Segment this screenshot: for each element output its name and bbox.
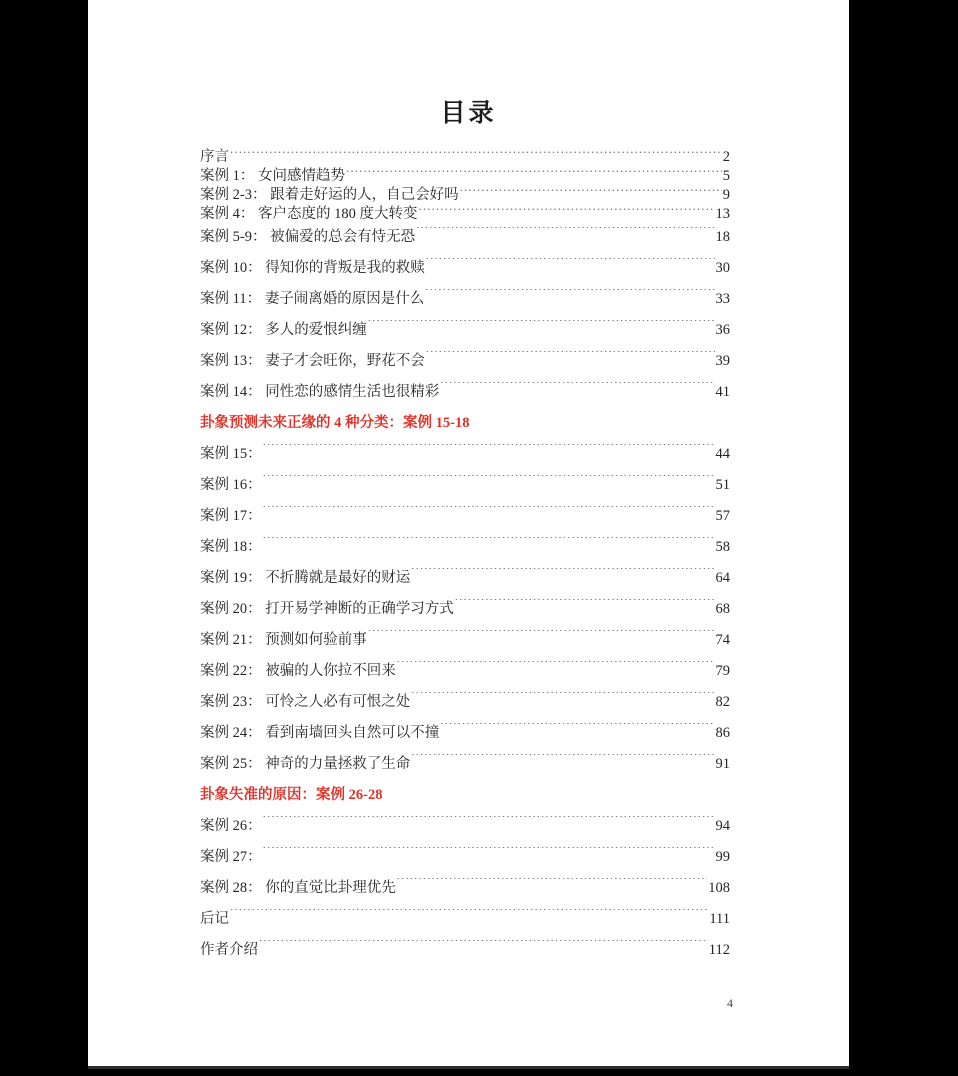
toc-entry-page-number: 39 — [715, 353, 730, 369]
toc-dot-leader — [263, 537, 715, 552]
toc-entry-label: 案例 4： 客户态度的 180 度大转变 — [200, 205, 418, 222]
toc-dot-leader — [263, 444, 715, 459]
toc-section-heading: 卦象失准的原因：案例 26-28 — [200, 787, 383, 803]
toc-entry-label: 作者介绍 — [200, 942, 258, 958]
toc-entry[interactable] — [200, 203, 730, 222]
toc-entry-page-number: 51 — [715, 477, 730, 493]
toc-entry[interactable] — [200, 184, 730, 203]
toc-entry[interactable] — [200, 625, 730, 656]
toc-entry-label: 案例 11： 妻子闹离婚的原因是什么 — [200, 291, 425, 307]
toc-entry-page-number: 41 — [715, 384, 730, 400]
toc-entry[interactable] — [200, 439, 730, 470]
toc-entry[interactable] — [200, 935, 730, 966]
toc-entry[interactable] — [200, 687, 730, 718]
toc-entry-page-number: 79 — [715, 663, 730, 679]
toc-entry-label: 案例 26： — [200, 818, 262, 834]
toc-dot-leader — [455, 599, 715, 614]
toc-entry[interactable] — [200, 749, 730, 780]
toc-entry-label: 案例 28： 你的直觉比卦理优先 — [200, 880, 396, 896]
toc-dot-leader — [416, 227, 714, 242]
toc-entry-label: 案例 10： 得知你的背叛是我的救赎 — [200, 260, 425, 276]
toc-dot-leader — [368, 630, 715, 645]
page-content — [88, 0, 849, 1069]
toc-entry[interactable] — [200, 904, 730, 935]
toc-entry-page-number: 44 — [715, 446, 730, 462]
toc-entry-page-number: 91 — [715, 756, 730, 772]
toc-dot-leader — [263, 475, 715, 490]
toc-entry-label: 案例 19： 不折腾就是最好的财运 — [200, 570, 411, 586]
toc-dot-leader — [419, 203, 715, 218]
toc-entry-label: 案例 13： 妻子才会旺你，野花不会 — [200, 353, 425, 369]
toc-entry-label: 案例 23： 可怜之人必有可恨之处 — [200, 694, 411, 710]
toc-dot-leader — [411, 692, 714, 707]
toc-entry-label: 案例 12： 多人的爱恨纠缠 — [200, 322, 367, 338]
toc-entry-page-number: 9 — [722, 186, 730, 203]
toc-entry-page-number: 108 — [708, 880, 730, 896]
toc-entry-page-number: 33 — [715, 291, 730, 307]
toc-entry[interactable] — [200, 563, 730, 594]
page-title: 目录 — [440, 100, 497, 127]
toc-entry-label: 案例 2-3： 跟着走好运的人，自己会好吗 — [200, 186, 459, 203]
toc-entry-page-number: 2 — [722, 148, 730, 165]
toc-entry[interactable] — [200, 165, 730, 184]
toc-entry-label: 后记 — [200, 911, 229, 927]
toc-entry-page-number: 82 — [715, 694, 730, 710]
page-number-folio: 4 — [727, 996, 733, 1010]
toc-dot-leader — [426, 351, 715, 366]
toc-entry-page-number: 86 — [715, 725, 730, 741]
toc-entry[interactable] — [200, 146, 730, 165]
toc-dot-leader — [346, 165, 722, 180]
toc-entry[interactable] — [200, 222, 730, 253]
toc-entry[interactable] — [200, 377, 730, 408]
toc-entry[interactable] — [200, 470, 730, 501]
toc-entry-label: 序言 — [200, 148, 229, 165]
toc-entry-page-number: 30 — [715, 260, 730, 276]
toc-dot-leader — [263, 506, 715, 521]
toc-entry-label: 案例 21： 预测如何验前事 — [200, 632, 367, 648]
toc-dot-leader — [230, 146, 722, 161]
toc-entry-label: 案例 27： — [200, 849, 262, 865]
toc-entry-page-number: 5 — [722, 167, 730, 184]
toc-entry-label: 案例 24： 看到南墙回头自然可以不撞 — [200, 725, 440, 741]
toc-dot-leader — [263, 847, 715, 862]
toc-entry-label: 案例 15： — [200, 446, 262, 462]
toc-entry[interactable] — [200, 811, 730, 842]
toc-entry-page-number: 68 — [715, 601, 730, 617]
toc-entry-page-number: 112 — [708, 942, 730, 958]
toc-dot-leader — [440, 723, 714, 738]
toc-dot-leader — [411, 754, 714, 769]
toc-dot-leader — [397, 878, 708, 893]
toc-dot-leader — [460, 184, 722, 199]
toc-entry[interactable] — [200, 718, 730, 749]
toc-dot-leader — [426, 258, 715, 273]
toc-entry-label: 案例 14： 同性恋的感情生活也很精彩 — [200, 384, 440, 400]
toc-entry-page-number: 94 — [715, 818, 730, 834]
toc-entry-label: 案例 1： 女问感情趋势 — [200, 167, 345, 184]
toc-entry[interactable] — [200, 284, 730, 315]
toc-entry[interactable] — [200, 501, 730, 532]
toc-dot-leader — [425, 289, 714, 304]
toc-entry-page-number: 18 — [715, 229, 730, 245]
toc-dot-leader — [411, 568, 714, 583]
toc-entry[interactable] — [200, 315, 730, 346]
table-of-contents — [200, 146, 730, 966]
toc-entry-page-number: 99 — [715, 849, 730, 865]
toc-entry[interactable] — [200, 873, 730, 904]
toc-dot-leader — [230, 909, 708, 924]
toc-entry-label: 案例 16： — [200, 477, 262, 493]
toc-entry-label: 案例 25： 神奇的力量拯救了生命 — [200, 756, 411, 772]
toc-entry-page-number: 13 — [715, 205, 730, 222]
toc-entry-label: 案例 17： — [200, 508, 262, 524]
toc-dot-leader — [259, 940, 708, 955]
toc-dot-leader — [440, 382, 714, 397]
toc-entry-label: 案例 5-9： 被偏爱的总会有恃无恐 — [200, 229, 416, 245]
toc-dot-leader — [397, 661, 715, 676]
toc-entry[interactable] — [200, 594, 730, 625]
document-page — [88, 0, 849, 1069]
toc-entry-page-number: 36 — [715, 322, 730, 338]
toc-entry[interactable] — [200, 346, 730, 377]
toc-dot-leader — [368, 320, 715, 335]
toc-entry-page-number: 74 — [715, 632, 730, 648]
toc-entry-label: 案例 22： 被骗的人你拉不回来 — [200, 663, 396, 679]
toc-entry-label: 案例 18： — [200, 539, 262, 555]
toc-entry[interactable] — [200, 842, 730, 873]
toc-entry-page-number: 64 — [715, 570, 730, 586]
toc-section-heading: 卦象预测未来正缘的 4 种分类：案例 15-18 — [200, 415, 470, 431]
toc-entry[interactable] — [200, 656, 730, 687]
toc-entry-page-number: 57 — [715, 508, 730, 524]
toc-entry[interactable] — [200, 253, 730, 284]
toc-entry[interactable] — [200, 532, 730, 563]
toc-dot-leader — [263, 816, 715, 831]
toc-entry-label: 案例 20： 打开易学神断的正确学习方式 — [200, 601, 454, 617]
toc-entry-page-number: 58 — [715, 539, 730, 555]
toc-entry-page-number: 111 — [709, 911, 730, 927]
